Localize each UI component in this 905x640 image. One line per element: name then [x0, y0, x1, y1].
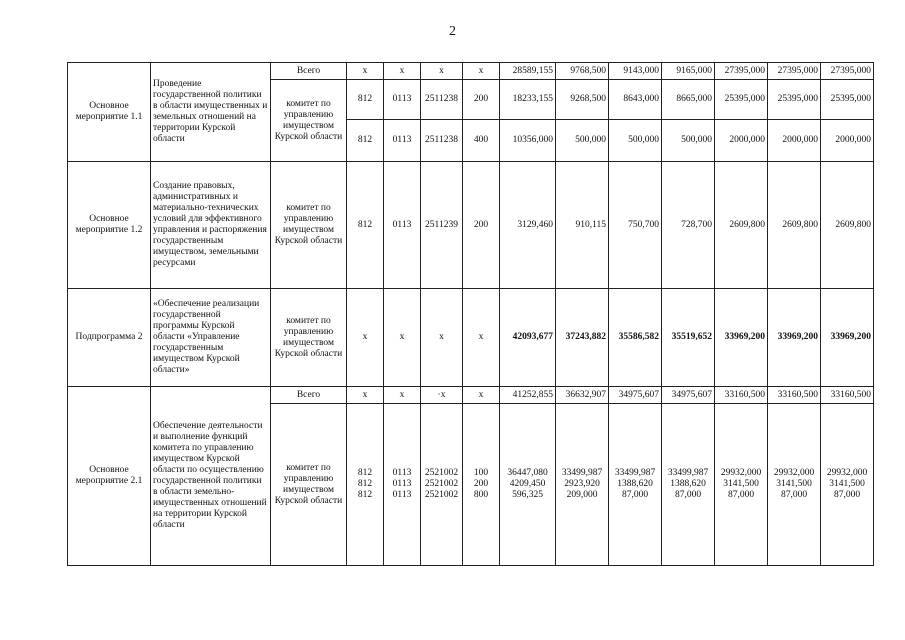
value-cell: 27395,000	[821, 63, 874, 80]
value-stack	[556, 404, 609, 566]
value-cell: 25395,000	[768, 80, 821, 120]
code-cell: 2511238	[421, 80, 463, 120]
total-label: Всего	[271, 387, 347, 404]
value-cell: 87,000	[833, 490, 861, 500]
value-cell: 29932,000	[720, 468, 762, 478]
code-cell: 2521002	[424, 468, 459, 478]
code-cell: 812	[357, 479, 373, 489]
value-cell: 27395,000	[715, 63, 768, 80]
code-cell: х	[463, 387, 500, 404]
value-cell: 35586,582	[609, 289, 662, 387]
value-cell: 209,000	[566, 490, 598, 500]
code-cell: х	[421, 289, 463, 387]
code-cell: ·х	[421, 387, 463, 404]
value-cell: 500,000	[662, 120, 715, 162]
code-cell: х	[384, 63, 421, 80]
value-cell: 33160,500	[821, 387, 874, 404]
value-cell: 25395,000	[821, 80, 874, 120]
value-cell: 33969,200	[715, 289, 768, 387]
value-cell: 8643,000	[609, 80, 662, 120]
value-cell: 9268,500	[556, 80, 609, 120]
code-cell: 0113	[384, 120, 421, 162]
code-stack	[347, 404, 384, 566]
value-stack	[662, 404, 715, 566]
value-cell: 596,325	[512, 490, 543, 500]
value-cell: 8665,000	[662, 80, 715, 120]
value-cell: 750,700	[609, 162, 662, 289]
row-description: Проведение государственной политики в области имущественных и земельных отношений на территории Курской области	[151, 63, 271, 162]
value-cell: 2609,800	[821, 162, 874, 289]
value-cell: 33499,987	[614, 468, 656, 478]
table-row	[68, 387, 874, 404]
row-title: Основное мероприятие 1.1	[68, 63, 151, 162]
code-cell: х	[347, 63, 384, 80]
code-cell: 0113	[392, 490, 412, 500]
value-cell: 2609,800	[768, 162, 821, 289]
value-cell: 87,000	[621, 490, 649, 500]
row-description: Обеспечение деятельности и выполнение функций комитета по управлению имуществом Курской области по осуществлению государственной политики в области земельно-имущественных отношений на территории Курской области	[151, 387, 271, 566]
value-cell: 29932,000	[826, 468, 868, 478]
value-cell: 2000,000	[821, 120, 874, 162]
value-cell: 3141,500	[776, 479, 812, 489]
row-title: Основное мероприятие 1.2	[68, 162, 151, 289]
value-stack	[821, 404, 874, 566]
value-cell: 1388,620	[670, 479, 706, 489]
code-cell: х	[384, 289, 421, 387]
value-cell: 33969,200	[821, 289, 874, 387]
code-stack	[384, 404, 421, 566]
value-cell: 500,000	[556, 120, 609, 162]
code-cell: 812	[347, 80, 384, 120]
code-cell: 2521002	[424, 490, 459, 500]
executor-cell: комитет по управлению имуществом Курской области	[271, 289, 347, 387]
value-cell: 34975,607	[662, 387, 715, 404]
value-cell: 2609,800	[715, 162, 768, 289]
value-cell: 33499,987	[561, 468, 603, 478]
value-cell: 9768,500	[556, 63, 609, 80]
value-cell: 36447,080	[507, 468, 548, 478]
code-cell: 400	[463, 120, 500, 162]
executor-cell: комитет по управлению имуществом Курской области	[271, 80, 347, 162]
code-cell: 812	[357, 490, 373, 500]
row-title: Подпрограмма 2	[68, 289, 151, 387]
page-number: 2	[449, 24, 456, 39]
value-stack	[715, 404, 768, 566]
code-cell: 800	[473, 490, 489, 500]
value-cell: 34975,607	[609, 387, 662, 404]
value-cell: 27395,000	[768, 63, 821, 80]
value-cell: 3129,460	[500, 162, 556, 289]
value-cell: 33160,500	[768, 387, 821, 404]
value-cell: 42093,677	[500, 289, 556, 387]
executor-cell: комитет по управлению имуществом Курской области	[271, 162, 347, 289]
table-row	[68, 289, 874, 387]
total-label: Всего	[271, 63, 347, 80]
value-cell: 37243,882	[556, 289, 609, 387]
code-cell: 812	[347, 120, 384, 162]
code-cell: 2511238	[421, 120, 463, 162]
value-cell: 2000,000	[768, 120, 821, 162]
value-cell: 10356,000	[500, 120, 556, 162]
value-cell: 2923,920	[564, 479, 600, 489]
code-cell: 812	[347, 162, 384, 289]
code-cell: 812	[357, 468, 373, 478]
code-cell: 0113	[392, 468, 412, 478]
executor-cell: комитет по управлению имуществом Курской области	[271, 404, 347, 566]
value-stack	[768, 404, 821, 566]
value-cell: 25395,000	[715, 80, 768, 120]
value-cell: 41252,855	[500, 387, 556, 404]
value-cell: 728,700	[662, 162, 715, 289]
code-stack	[421, 404, 463, 566]
value-cell: 4209,450	[509, 479, 546, 489]
value-cell: 33969,200	[768, 289, 821, 387]
value-cell: 910,115	[556, 162, 609, 289]
code-cell: 0113	[384, 162, 421, 289]
value-cell: 9143,000	[609, 63, 662, 80]
code-cell: 200	[463, 162, 500, 289]
value-cell: 87,000	[780, 490, 808, 500]
value-cell: 35519,652	[662, 289, 715, 387]
code-cell: х	[463, 63, 500, 80]
value-cell: 500,000	[609, 120, 662, 162]
code-cell: 2521002	[424, 479, 459, 489]
value-cell: 28589,155	[500, 63, 556, 80]
budget-table	[67, 62, 874, 566]
row-title: Основное мероприятие 2.1	[68, 387, 151, 566]
value-cell: 3141,500	[829, 479, 865, 489]
table-row	[68, 63, 874, 80]
value-stack	[500, 404, 556, 566]
value-cell: 9165,000	[662, 63, 715, 80]
value-cell: 33499,987	[667, 468, 709, 478]
value-cell: 3141,500	[723, 479, 759, 489]
value-cell: 18233,155	[500, 80, 556, 120]
value-cell: 33160,500	[715, 387, 768, 404]
row-description: «Обеспечение реализации государственной программы Курской области «Управление государственным имуществом Курской области»	[151, 289, 271, 387]
code-stack	[463, 404, 500, 566]
code-cell: 0113	[384, 80, 421, 120]
value-cell: 36632,907	[556, 387, 609, 404]
code-cell: х	[384, 387, 421, 404]
code-cell: х	[463, 289, 500, 387]
value-cell: 29932,000	[773, 468, 815, 478]
row-description: Создание правовых, административных и материально-технических условий для эффективного управления и распоряжения государственным имуществом, земельными ресурсами	[151, 162, 271, 289]
code-cell: х	[347, 289, 384, 387]
code-cell: 100	[473, 468, 489, 478]
value-cell: 87,000	[674, 490, 702, 500]
code-cell: 200	[463, 80, 500, 120]
value-cell: 2000,000	[715, 120, 768, 162]
value-stack	[609, 404, 662, 566]
code-cell: 0113	[392, 479, 412, 489]
value-cell: 87,000	[727, 490, 755, 500]
code-cell: х	[421, 63, 463, 80]
code-cell: 2511239	[421, 162, 463, 289]
code-cell: 200	[473, 479, 489, 489]
value-cell: 1388,620	[617, 479, 653, 489]
code-cell: х	[347, 387, 384, 404]
table-row	[68, 162, 874, 289]
